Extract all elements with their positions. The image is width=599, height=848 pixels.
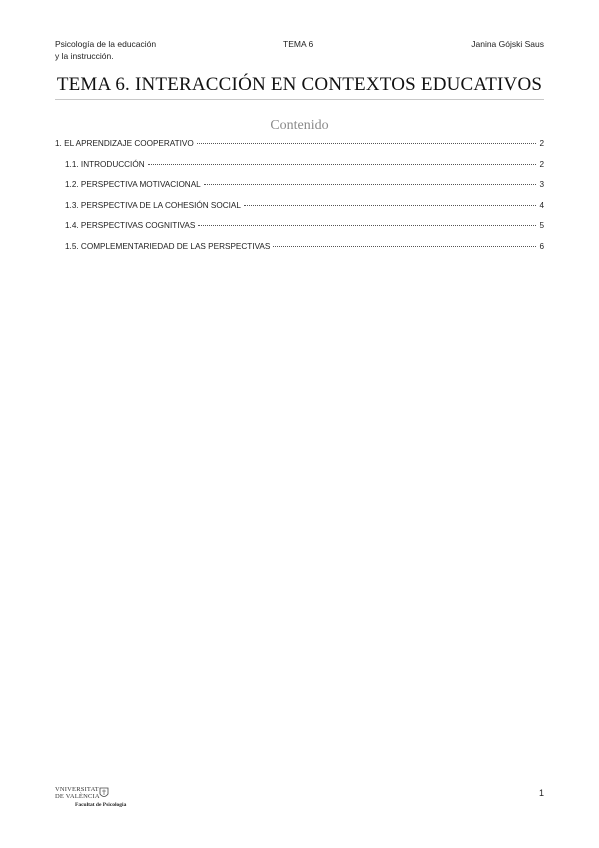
faculty-name: Facultat de Psicologia [75,802,127,808]
toc-heading: Contenido [270,118,329,133]
toc-entry[interactable] [55,158,544,179]
university-seal-icon [97,786,111,800]
toc-dot-leader [244,205,537,206]
header-course [55,38,156,62]
toc-entry-page: 6 [539,241,544,251]
title-divider [55,99,544,100]
toc-entry[interactable] [55,219,544,240]
header-course-line2: y la instrucción. [55,51,114,61]
toc-entry[interactable] [55,178,544,199]
toc-entry[interactable] [55,240,544,261]
university-logo [55,786,145,810]
toc-entry-page: 2 [539,139,544,148]
toc-entry-page: 5 [539,221,544,230]
toc-entry-label: 1.4. PERSPECTIVAS COGNITIVAS [65,221,196,230]
toc-entry-label: 1.3. PERSPECTIVA DE LA COHESIÓN SOCIAL [65,200,241,210]
toc-entry-label: 1.1. INTRODUCCIÓN [65,159,145,169]
toc-entry-label: 1. EL APRENDIZAJE COOPERATIVO [55,139,194,148]
toc-entry-page: 4 [539,200,544,210]
toc-dot-leader [204,184,537,185]
document-title: TEMA 6. INTERACCIÓN EN CONTEXTOS EDUCATIVOS [56,74,543,95]
toc-entry-label: 1.5. COMPLEMENTARIEDAD DE LAS PERSPECTIVAS [65,241,271,251]
toc-dot-leader [198,225,536,226]
header-author: Janina Gójski Saus [471,39,544,49]
university-name: VNIVERSITAT DE VALÈNCIA [55,786,100,800]
toc-dot-leader [148,164,537,165]
header-topic: TEMA 6 [283,39,314,49]
header-course-line1: Psicología de la educación [55,39,157,49]
page-number: 1 [538,788,544,798]
toc-entry[interactable] [55,137,544,158]
toc-entry-page: 3 [539,180,544,189]
toc-entry-label: 1.2. PERSPECTIVA MOTIVACIONAL [65,180,201,189]
toc-entry-page: 2 [539,159,544,169]
toc-dot-leader [197,143,537,144]
toc-dot-leader [273,246,536,247]
toc-entry[interactable] [55,199,544,220]
table-of-contents [55,137,544,260]
